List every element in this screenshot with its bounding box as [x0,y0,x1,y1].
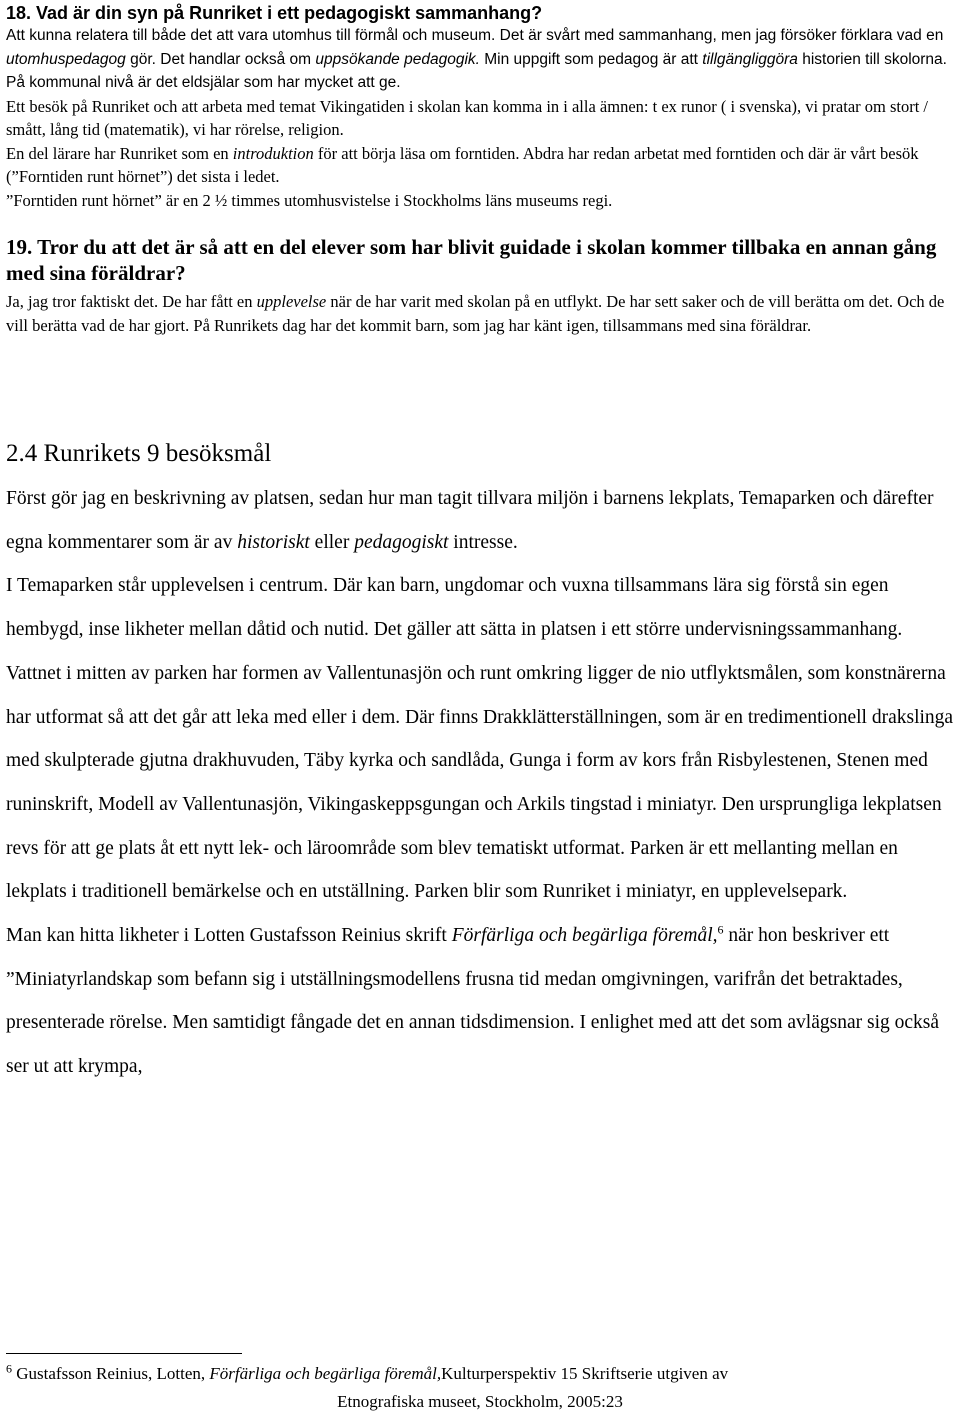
document-page [6,0,954,1089]
text-run: för att börja läsa om forntiden. Abdra har redan arbetat med forntiden och där är vårt besök (”Forntiden runt hörnet”) det sista i ledet. [6,143,919,186]
text-run: Man kan hitta likheter i Lotten Gustafsson Reinius skrift [6,925,452,947]
emphasis: Förfärliga och begärliga föremål, [451,925,718,947]
footnote-separator [6,1353,242,1354]
text-run: när hon beskriver ett ”Miniatyrlandskap som befann sig i utställningsmodellens frusna tid medan omgivningen, varifrån det betraktades, presenterade rörelse. Men samtidigt fångade det en annan tidsdimension. I enlighet med att det som avlägsnar sig också ser ut att krympa, [6,925,940,1078]
emphasis: uppsökande pedagogik. [315,50,480,68]
text-run: Ja, jag tror faktiskt det. De har fått en [6,292,257,311]
footnote-line-2: Etnografiska museet, Stockholm, 2005:23 [337,1392,623,1411]
text-run: intresse. [448,531,518,553]
q18-paragraph-4 [6,142,954,189]
q18-paragraph-5: ”Forntiden runt hörnet” är en 2 ½ timmes utomhusvistelse i Stockholms läns museums regi. [6,190,613,210]
question-19-heading: 19. Tror du att det är så att en del elever som har blivit guidade i skolan kommer tillbaka en annan gång med sina föräldrar? [6,235,937,285]
section-paragraph-2: I Temaparken står upplevelsen i centrum. Där kan barn, ungdomar och vuxna tillsammans lära sig förstå sin egen hembygd, inse likheter mellan dåtid och nutid. Det gäller att sätta in platsen i ett större undervisningssammanhang. [6,575,903,641]
footnote [6,1360,954,1416]
q19-paragraph-1 [6,290,954,337]
text-run: gör. Det handlar också om [125,50,316,68]
q18-paragraph-2: På kommunal nivå är det eldsjälar som har mycket att ge. [6,74,401,91]
q18-paragraph-1 [6,24,954,71]
text-run: historien till skolorna. [797,50,947,68]
text-run: eller [309,531,355,553]
question-18-heading: 18. Vad är din syn på Runriket i ett pedagogiskt sammanhang? [6,3,543,23]
emphasis: introduktion [232,143,314,163]
section-paragraph-3: Vattnet i mitten av parken har formen av Vallentunasjön och runt omkring ligger de nio utflyktsmålen, som konstnärerna har utformat så att det går att leka med eller i dem. Där finns Drakklätterställningen, som är en tredimentionell drakslinga med skulpterade gjutna drakhuvuden, Täby kyrka och sandlåda, Gunga i form av kors från Risbylestenen, Stenen med runinskrift, Modell av Vallentunasjön, Vikingaskeppsgungan och Arkils tingstad i miniatyr. Den ursprungliga lekplatsen revs för att ge plats åt ett nytt lek- och läroområde som blev tematiskt utformat. Parken är ett mellanting mellan en lekplats i traditionell bemärkelse och en utställning. Parken blir som Runriket i miniatyr, en upplevelsepark. [6,662,954,903]
section-paragraph-1 [6,477,954,564]
footnote-number: 6 [6,1361,12,1376]
emphasis: historiskt [237,531,310,553]
footnote-reference[interactable]: 6 [717,922,724,937]
section-paragraph-4 [6,914,954,1089]
emphasis: pedagogiskt [354,531,449,553]
emphasis: tillgängliggöra [702,50,798,68]
section-heading: 2.4 Runrikets 9 besöksmål [6,440,272,467]
text-run: Gustafsson Reinius, Lotten, [12,1364,210,1383]
emphasis: upplevelse [256,292,327,311]
emphasis: Förfärliga och begärliga föremål, [209,1364,442,1383]
emphasis: utomhuspedagog [6,50,126,68]
q18-paragraph-3: Ett besök på Runriket och att arbeta med temat Vikingatiden i skolan kan komma in i alla ämnen: t ex runor ( i svenska), vi pratar om stort / smått, lång tid (matematik), vi har rörelse, religion. [6,96,929,139]
text-run: Att kunna relatera till både det att vara utomhus till förmål och museum. Det är svårt med sammanhang, men jag försöker förklara vad en [6,27,944,44]
text-run: Kulturperspektiv 15 Skriftserie utgiven av [441,1364,729,1383]
text-run: Min uppgift som pedagog är att [479,50,703,68]
text-run: En del lärare har Runriket som en [6,143,233,163]
text-run: när de har varit med skolan på en utflykt. De har sett saker och de vill berätta om det. Och de vill berätta vad de har gjort. På Runrikets dag har det kommit barn, som jag har känt igen, tillsammans med sina föräldrar. [6,292,945,335]
text-run: Först gör jag en beskrivning av platsen, sedan hur man tagit tillvara miljön i barnens lekplats, Temaparken och därefter egna kommentarer som är av [6,488,934,553]
